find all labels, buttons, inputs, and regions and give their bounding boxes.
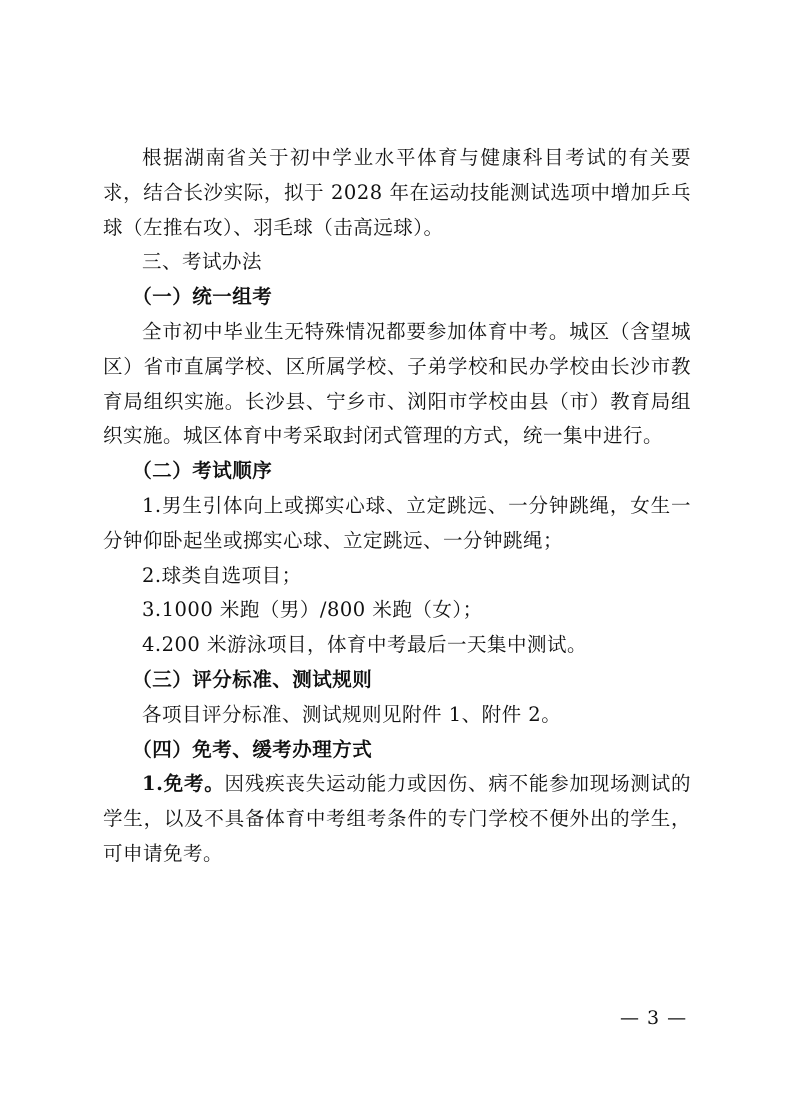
list-item-order-3: 3.1000 米跑（男）/800 米跑（女）； [142,598,483,622]
subheading-scoring-rules: （三）评分标准、测试规则 [132,667,373,691]
page-number: — 3 — [620,1007,688,1029]
section-heading-exam-method: 三、考试办法 [142,250,263,274]
list-item-order-1: 1.男生引体向上或掷实心球、立定跳远、一分钟跳绳，女生一分钟仰卧起坐或掷实心球、立定跳远、一分钟跳绳； [103,493,691,552]
paragraph-unified-exam: 全市初中毕业生无特殊情况都要参加体育中考。城区（含望城区）省市直属学校、区所属学校、子弟学校和民办学校由长沙市教育局组织实施。长沙县、宁乡市、浏阳市学校由县（市）教育局组织实施。城区体育中考采取封闭式管理的方式，统一集中进行。 [103,319,691,448]
exemption-lead: 1.免考。 [142,772,225,796]
subheading-exam-order: （二）考试顺序 [132,459,273,483]
paragraph-exemption [103,767,691,871]
list-item-order-4: 4.200 米游泳项目，体育中考最后一天集中测试。 [142,633,588,657]
subheading-exemption: （四）免考、缓考办理方式 [132,737,373,761]
list-item-order-2: 2.球类自选项目； [142,563,302,587]
paragraph-scoring-rules: 各项目评分标准、测试规则见附件 1、附件 2。 [142,702,562,726]
subheading-unified-exam: （一）统一组考 [132,285,273,309]
paragraph-intro: 根据湖南省关于初中学业水平体育与健康科目考试的有关要求，结合长沙实际，拟于 2028 年在运动技能测试选项中增加乒乓球（左推右攻）、羽毛球（击高远球）。 [103,146,691,239]
exemption-text: 因残疾丧失运动能力或因伤、病不能参加现场测试的学生，以及不具备体育中考组考条件的专门学校不便外出的学生，可申请免考。 [103,772,691,865]
document-body [103,141,691,872]
